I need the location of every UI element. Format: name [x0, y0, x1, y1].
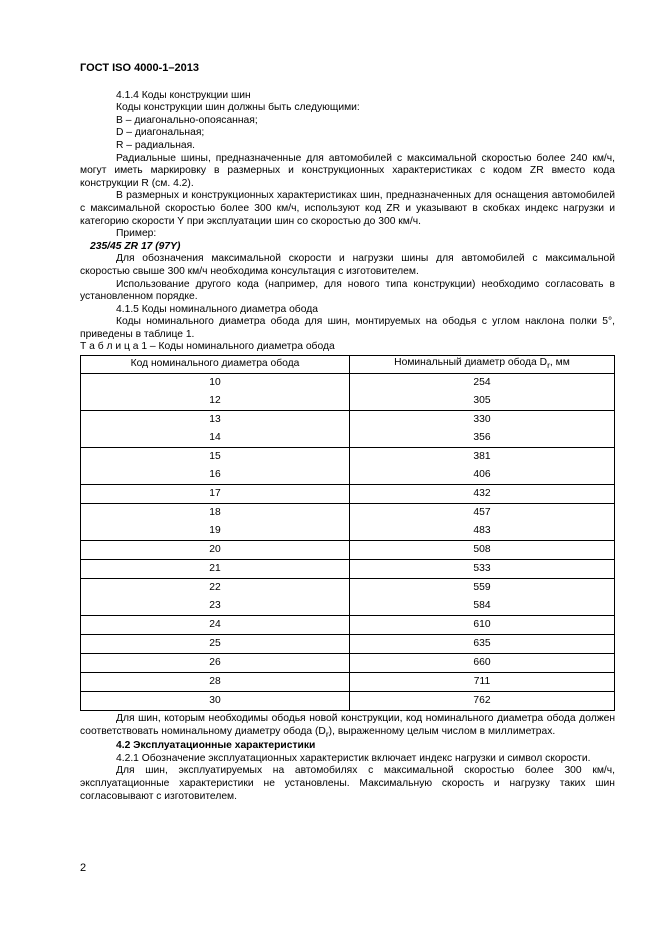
cell-diameter	[350, 579, 615, 616]
diameter-value: 381	[473, 450, 491, 462]
code-value: 22	[209, 581, 221, 593]
column-header-diameter: Номинальный диаметр обода $D_r$, мм	[350, 356, 615, 374]
diameter-value: 406	[473, 468, 491, 480]
paragraph: Использование другого кода (например, для нового типа конструкции) необходимо согласовать в установленном порядке.	[80, 278, 615, 303]
code-value: 17	[209, 487, 221, 499]
table-row	[81, 485, 615, 504]
code-value: 28	[209, 675, 221, 687]
table-row	[81, 579, 615, 616]
cell-code	[81, 541, 350, 560]
diameter-value: 457	[473, 506, 491, 518]
diameter-value: 533	[473, 562, 491, 574]
table-row	[81, 560, 615, 579]
paragraph: Для шин, эксплуатируемых на автомобилях с максимальной скоростью более 300 км/ч, эксплуатационные характеристики не установлены. Максимальную скорость и нагрузку таких шин согласовывают с изготовителем.	[80, 765, 615, 802]
diameter-value: 330	[473, 413, 491, 425]
diameter-value: 584	[473, 599, 491, 611]
diameter-value: 610	[473, 618, 491, 630]
cell-diameter	[350, 448, 615, 485]
diameter-value: 305	[473, 394, 491, 406]
code-value: 14	[209, 431, 221, 443]
paragraph: 4.2.1 Обозначение эксплуатационных характеристик включает индекс нагрузки и символ скорости.	[116, 752, 591, 764]
paragraph: Для обозначения максимальной скорости и нагрузки шины для автомобилей с максимальной скоростью свыше 300 км/ч необходима консультация с изготовителем.	[80, 253, 615, 277]
code-value: 18	[209, 506, 221, 518]
table-row	[81, 635, 615, 654]
code-value: 23	[209, 599, 221, 611]
code-value: 26	[209, 656, 221, 668]
code-value: 19	[209, 524, 221, 536]
code-value: 20	[209, 543, 221, 555]
diameter-value: 254	[473, 376, 491, 388]
cell-diameter	[350, 541, 615, 560]
table-caption	[80, 341, 615, 354]
paragraph: В размерных и конструкционных характеристиках шин, предназначенных для оснащения автомобилей с максимальной скоростью более 300 км/ч, используют код ZR и указывают в скобках индекс нагрузки и категорию скорости Y при эксплуатации шин со скоростью до 300 км/ч.	[80, 190, 615, 227]
cell-code	[81, 692, 350, 711]
column-header-code: Код номинального диаметра обода	[81, 356, 350, 374]
code-value: 15	[209, 450, 221, 462]
diameter-value: 356	[473, 431, 491, 443]
cell-code	[81, 673, 350, 692]
table-row	[81, 654, 615, 673]
diameter-value: 432	[473, 487, 491, 499]
cell-diameter	[350, 504, 615, 541]
cell-code	[81, 560, 350, 579]
example-code: 235/45 ZR 17 (97Y)	[90, 240, 181, 252]
code-value: 30	[209, 694, 221, 706]
table-caption-prefix: Т а б л и ц а 1	[80, 341, 148, 353]
cell-diameter	[350, 485, 615, 504]
cell-diameter	[350, 616, 615, 635]
list-item: D – диагональная;	[116, 127, 205, 139]
cell-code	[81, 411, 350, 448]
section-4-2-title: 4.2 Эксплуатационные характеристики	[116, 740, 316, 752]
cell-diameter	[350, 411, 615, 448]
cell-code	[81, 504, 350, 541]
table-row	[81, 411, 615, 448]
section-4-1-5-title: 4.1.5 Коды номинального диаметра обода	[116, 303, 318, 315]
diameter-value: 635	[473, 637, 491, 649]
document-page	[80, 62, 615, 803]
cell-diameter	[350, 635, 615, 654]
table-body	[81, 374, 615, 711]
cell-diameter	[350, 654, 615, 673]
code-value: 24	[209, 618, 221, 630]
cell-code	[81, 374, 350, 411]
code-value: 25	[209, 637, 221, 649]
paragraph: Коды конструкции шин должны быть следующими:	[116, 102, 360, 114]
paragraph: Для шин, которым необходимы ободья новой конструкции, код номинального диаметра обода должен соответствовать номинальному диаметру обода $(D_r)$, выраженному целым числом в миллиметрах.	[80, 713, 615, 739]
table-row	[81, 504, 615, 541]
code-value: 12	[209, 394, 221, 406]
diameter-value: 711	[473, 675, 491, 687]
table-row	[81, 448, 615, 485]
diameter-value: 660	[473, 656, 491, 668]
cell-diameter	[350, 374, 615, 411]
cell-diameter	[350, 673, 615, 692]
cell-diameter	[350, 692, 615, 711]
paragraph: Радиальные шины, предназначенные для автомобилей с максимальной скоростью более 240 км/ч, могут иметь маркировку в размерных и конструкционных характеристиках с кодом ZR вместо кода конструкции R (см. 4.2).	[80, 152, 615, 189]
table-row	[81, 616, 615, 635]
code-value: 16	[209, 468, 221, 480]
diameter-value: 559	[473, 581, 491, 593]
cell-code	[81, 654, 350, 673]
list-item: B – диагонально-опоясанная;	[116, 114, 258, 126]
diameter-value: 762	[473, 694, 491, 706]
cell-diameter	[350, 560, 615, 579]
table-row	[81, 541, 615, 560]
cell-code	[81, 616, 350, 635]
cell-code	[81, 579, 350, 616]
code-value: 10	[209, 376, 221, 388]
section-4-1-4-title: 4.1.4 Коды конструкции шин	[116, 89, 251, 101]
table-caption-title: – Коды номинального диаметра обода	[147, 341, 335, 353]
page-number: 2	[80, 862, 87, 874]
cell-code	[81, 448, 350, 485]
cell-code	[81, 485, 350, 504]
table-row	[81, 374, 615, 411]
diameter-value: 483	[473, 524, 491, 536]
code-value: 21	[209, 562, 221, 574]
cell-code	[81, 635, 350, 654]
document-header: ГОСТ ISO 4000-1–2013	[80, 62, 199, 74]
paragraph: Коды номинального диаметра обода для шин, монтируемых на ободья с углом наклона полки 5°, приведены в таблице 1.	[80, 316, 615, 340]
diameter-value: 508	[473, 543, 491, 555]
table-row	[81, 673, 615, 692]
rim-diameter-table	[80, 355, 615, 711]
example-label: Пример:	[116, 228, 157, 240]
table-row	[81, 692, 615, 711]
list-item: R – радиальная.	[116, 139, 196, 151]
code-value: 13	[209, 413, 221, 425]
